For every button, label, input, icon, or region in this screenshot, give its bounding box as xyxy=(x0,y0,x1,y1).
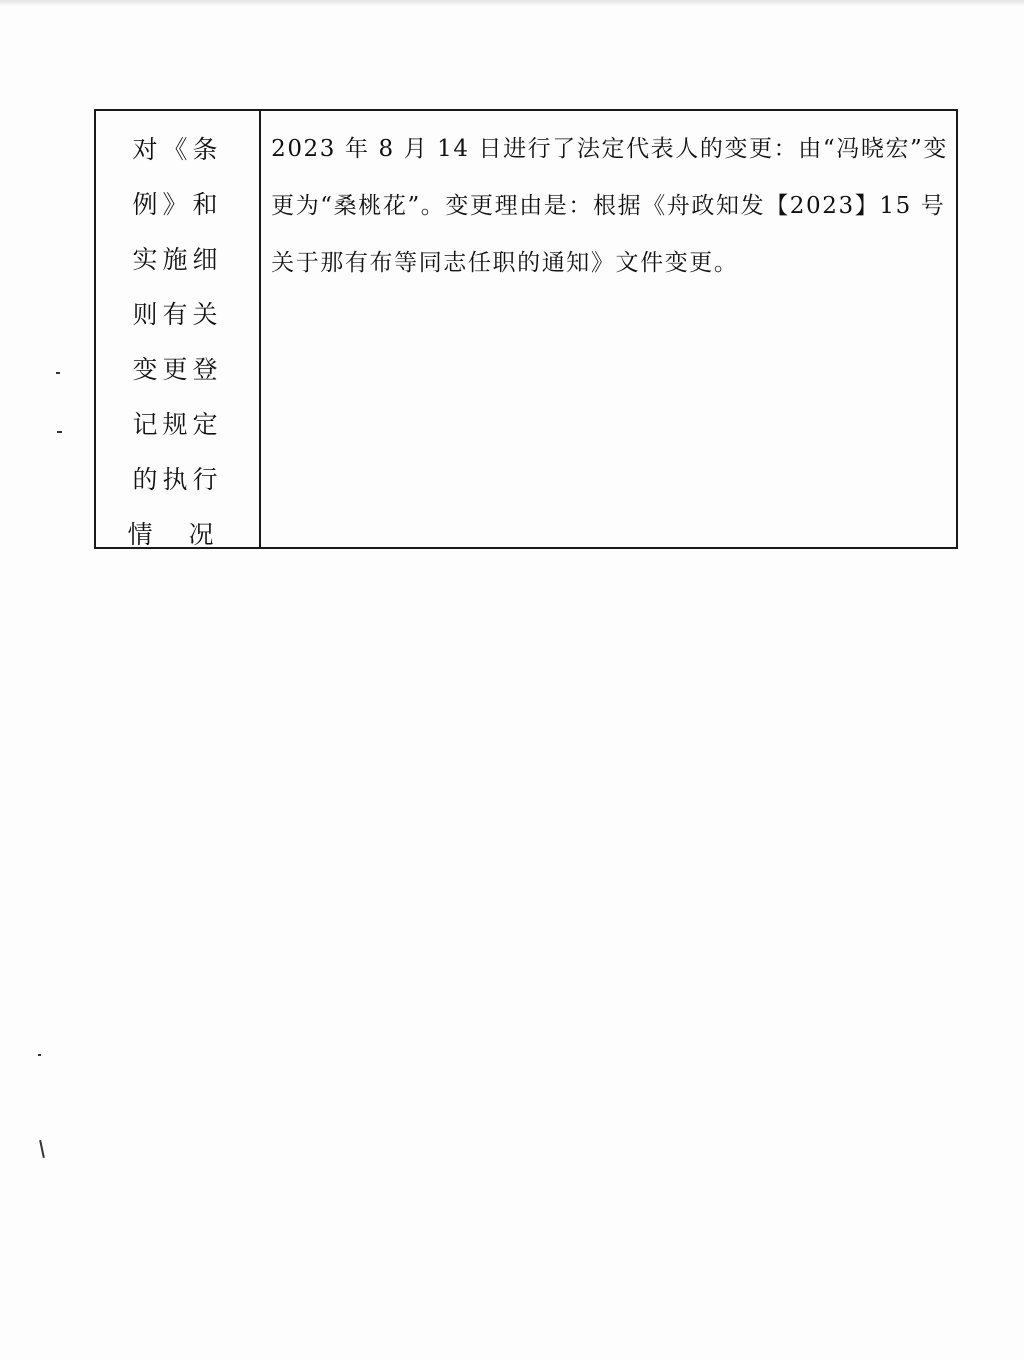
content-line: 关于那有布等同志任职的通知》文件变更。 xyxy=(271,250,739,276)
content-cell xyxy=(261,111,956,547)
label-line: 变更登 xyxy=(132,355,223,384)
label-line: 对《条 xyxy=(132,135,223,164)
label-cell xyxy=(96,111,261,547)
label-line: 实施细 xyxy=(132,245,223,274)
label-line: 则有关 xyxy=(132,300,223,329)
scan-speck xyxy=(39,1140,45,1158)
label-line: 记规定 xyxy=(132,410,223,439)
content-line: 更为“桑桃花”。变更理由是：根据《舟政知发【2023】15 号 xyxy=(271,193,946,219)
label-line: 例》和 xyxy=(132,190,223,219)
scan-speck xyxy=(38,1054,41,1056)
label-line: 情 况 xyxy=(127,520,228,549)
label-line: 的执行 xyxy=(132,465,223,494)
content-line: 2023 年 8 月 14 日进行了法定代表人的变更：由“冯晓宏”变 xyxy=(271,136,948,162)
scan-speck xyxy=(56,372,60,374)
scan-speck xyxy=(57,431,62,433)
form-table xyxy=(94,109,958,549)
scan-top-shadow xyxy=(0,0,1024,6)
